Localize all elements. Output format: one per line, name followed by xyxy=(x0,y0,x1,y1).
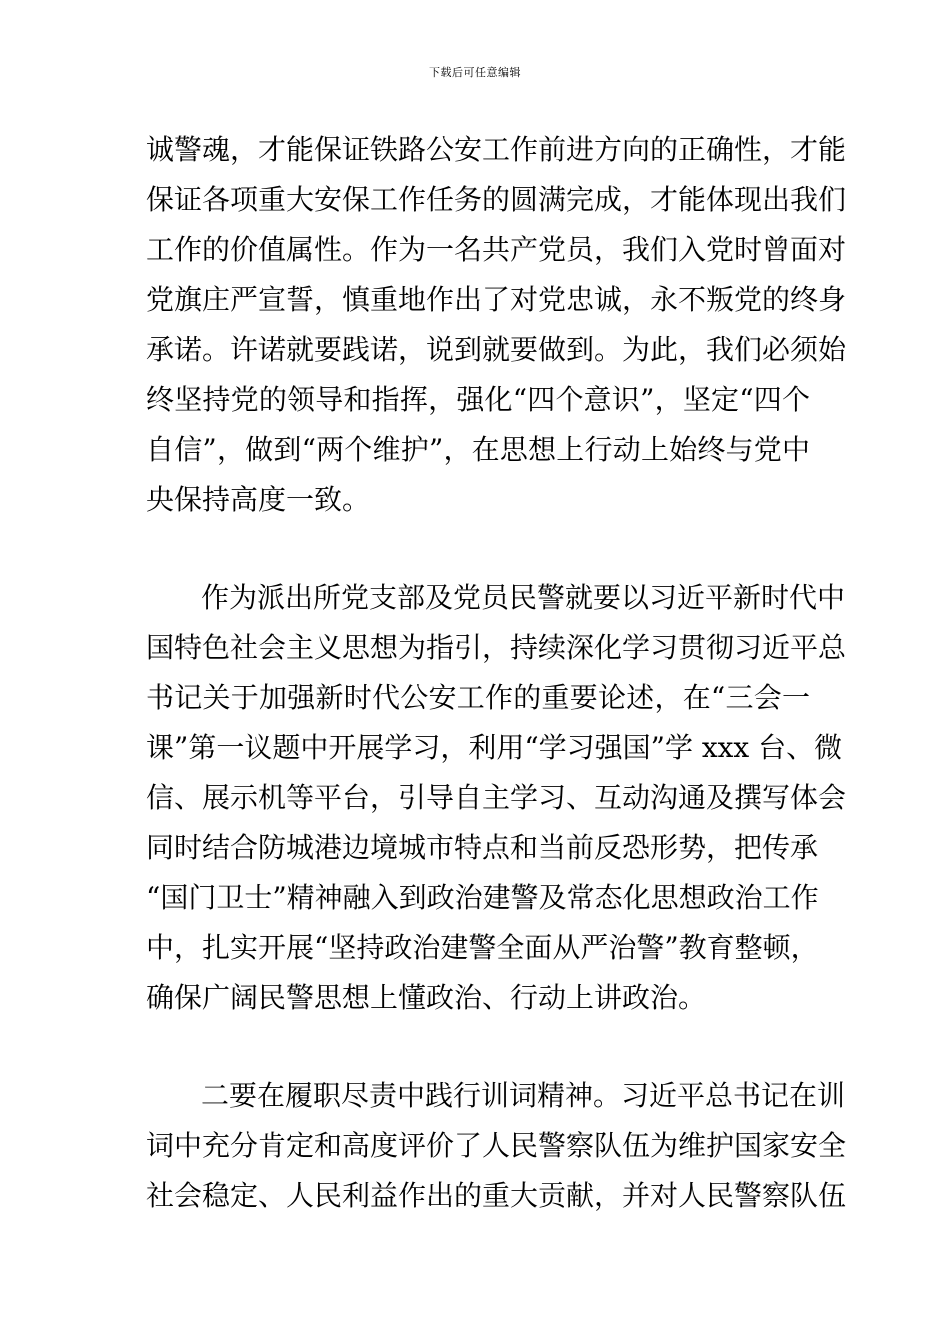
text-line: “国门卫士”精神融入到政治建警及常态化思想政治工作 xyxy=(146,881,819,914)
text-line: 确保广阔民警思想上懂政治、行动上讲政治。 xyxy=(146,981,707,1014)
text-line: 作为派出所党支部及党员民警就要以习近平新时代中 xyxy=(201,581,846,614)
text-line: 词中充分肯定和高度评价了人民警察队伍为维护国家安全 xyxy=(146,1129,847,1162)
text-line: 自信”，做到“两个维护”，在思想上行动上始终与党中 xyxy=(146,433,810,466)
text-line: 央保持高度一致。 xyxy=(146,483,371,516)
text-line: 信、展示机等平台，引导自主学习、互动沟通及撰写体会 xyxy=(146,781,847,814)
text-line: 党旗庄严宣誓，慎重地作出了对党忠诚，永不叛党的终身 xyxy=(146,283,847,316)
text-line: 保证各项重大安保工作任务的圆满完成，才能体现出我们 xyxy=(146,183,847,216)
text-line: 中，扎实开展“坚持政治建警全面从严治警”教育整顿， xyxy=(146,931,819,964)
text-line: 终坚持党的领导和指挥，强化“四个意识”，坚定“四个 xyxy=(146,383,810,416)
text-line: 国特色社会主义思想为指引，持续深化学习贯彻习近平总 xyxy=(146,631,847,664)
text-line: 课”第一议题中开展学习，利用“学习强国”学 xxx 台、微 xyxy=(146,731,843,764)
text-line: 二要在履职尽责中践行训词精神。习近平总书记在训 xyxy=(201,1079,846,1112)
text-line: 书记关于加强新时代公安工作的重要论述，在“三会一 xyxy=(146,681,810,714)
page-header: 下载后可任意编辑 xyxy=(429,66,521,79)
text-line: 工作的价值属性。作为一名共产党员，我们入党时曾面对 xyxy=(146,233,847,266)
text-line: 诚警魂，才能保证铁路公安工作前进方向的正确性，才能 xyxy=(146,133,847,166)
text-line: 承诺。许诺就要践诺，说到就要做到。为此，我们必须始 xyxy=(146,333,847,366)
text-line: 社会稳定、人民利益作出的重大贡献，并对人民警察队伍 xyxy=(146,1179,847,1212)
text-line: 同时结合防城港边境城市特点和当前反恐形势，把传承 xyxy=(146,831,819,864)
